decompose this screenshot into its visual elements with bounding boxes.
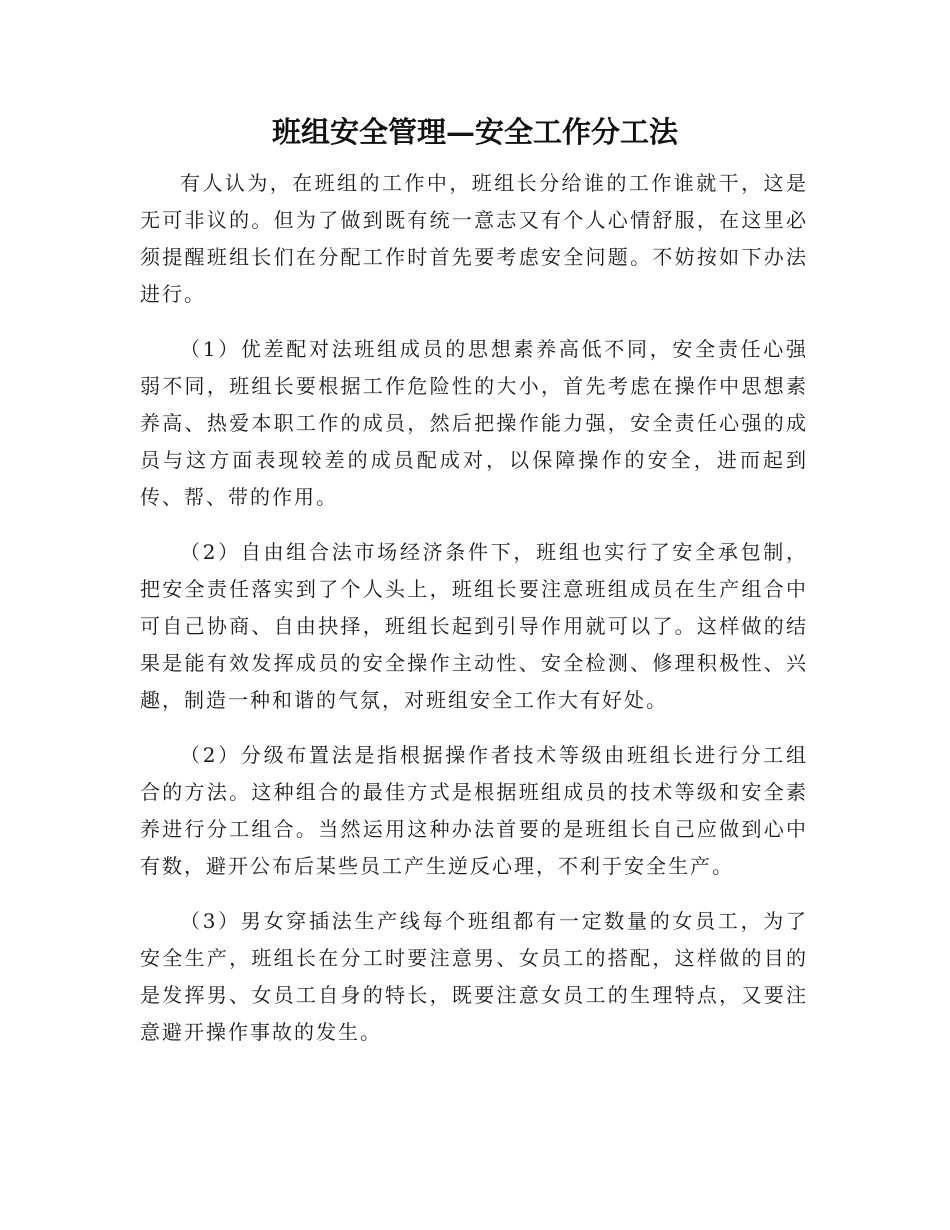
- paragraph-free-combination-method: （2）自由组合法市场经济条件下，班组也实行了安全承包制，把安全责任落实到了个人头上，班组长要注意班组成员在生产组合中可自己协商、自由抉择，班组长起到引导作用就可以了。这样做的结果是能有效发挥成员的安全操作主动性、安全检测、修理积极性、兴趣，制造一种和谐的气氛，对班组安全工作大有好处。: [140, 540, 808, 712]
- document-title: 班组安全管理—安全工作分工法: [271, 115, 678, 149]
- paragraph-intro: 有人认为，在班组的工作中，班组长分给谁的工作谁就干，这是无可非议的。但为了做到既有统一意志又有个人心情舒服，在这里必须提醒班组长们在分配工作时首先要考虑安全问题。不妨按如下办法进行。: [140, 171, 808, 306]
- paragraph-grading-method: （2）分级布置法是指根据操作者技术等级由班组长进行分工组合的方法。这种组合的最佳方式是根据班组成员的技术等级和安全素养进行分工组合。当然运用这种办法首要的是班组长自己应做到心中有数，避开公布后某些员工产生逆反心理，不利于安全生产。: [140, 743, 808, 878]
- paragraph-gender-mix-method: （3）男女穿插法生产线每个班组都有一定数量的女员工，为了安全生产，班组长在分工时要注意男、女员工的搭配，这样做的目的是发挥男、女员工自身的特长，既要注意女员工的生理特点，又要注意避开操作事故的发生。: [140, 909, 808, 1044]
- document-body: [140, 165, 808, 1069]
- paragraph-pairing-method: （1）优差配对法班组成员的思想素养高低不同，安全责任心强弱不同，班组长要根据工作危险性的大小，首先考虑在操作中思想素养高、热爱本职工作的成员，然后把操作能力强，安全责任心强的成员与这方面表现较差的成员配成对，以保障操作的安全，进而起到传、帮、带的作用。: [140, 337, 808, 509]
